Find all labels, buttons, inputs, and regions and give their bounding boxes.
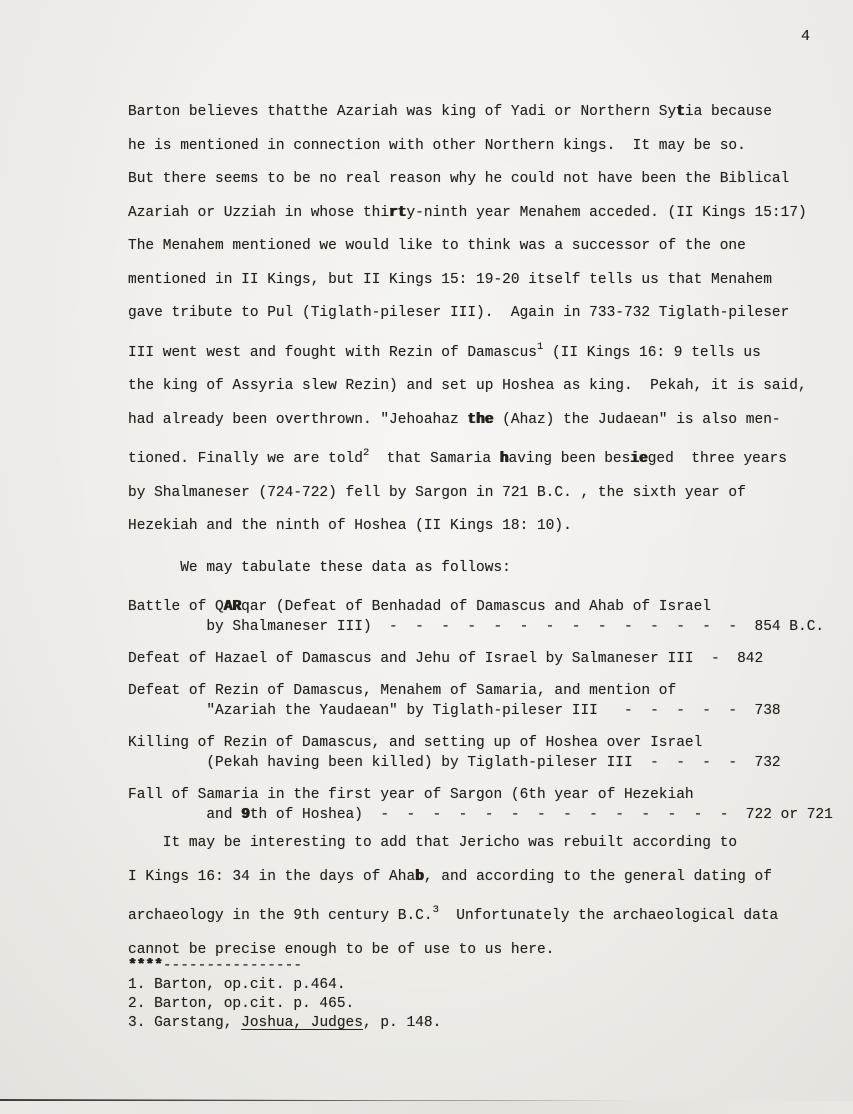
text-line: cannot be precise enough to be of use to us here.	[128, 941, 555, 958]
text-line: ****----------------	[128, 958, 303, 974]
text-line: tioned. Finally we are told$^2$ that Samaria having been besieged three years	[128, 447, 787, 467]
tabulate-intro-line	[128, 552, 840, 586]
text-line: III went west and fought with Rezin of Damascus$^1$ (II Kings 16: 9 tells us	[128, 340, 761, 361]
text-line: by Shalmaneser (724-722) fell by Sargon in 721 B.C. , the sixth year of	[128, 484, 746, 501]
text-line: "Azariah the Yaudaean" by Tiglath-pileser III - - - - - 738	[128, 703, 781, 719]
text-line: It may be interesting to add that Jericho was rebuilt according to	[128, 835, 738, 851]
text-line: Hezekiah and the ninth of Hoshea (II Kings 18: 10).	[128, 518, 572, 534]
text-line: gave tribute to Pul (Tiglath-pileser III). Again in 733-732 Tiglath-pileser	[128, 305, 790, 321]
text-line: Barton believes thatthe Azariah was king of Yadi or Northern Sytia because	[128, 104, 772, 120]
table-entry	[128, 733, 840, 773]
text-line: Azariah or Uzziah in whose thirty-ninth year Menahem acceded. (II Kings 15:17)	[128, 204, 807, 221]
footnotes	[128, 957, 840, 1033]
text-line: had already been overthrown. "Jehoahaz the (Ahaz) the Judaean" is also men-	[128, 411, 781, 428]
text-line: Killing of Rezin of Damascus, and setting up of Hoshea over Israel	[128, 735, 703, 751]
chronology-table	[128, 597, 840, 825]
document-body	[128, 96, 840, 1033]
text-line: Fall of Samaria in the first year of Sargon (6th year of Hezekiah	[128, 787, 694, 803]
text-line: mentioned in II Kings, but II Kings 15: 19-20 itself tells us that Menahem	[128, 271, 772, 288]
table-entry	[128, 785, 840, 825]
text-line: Defeat of Hazael of Damascus and Jehu of Israel by Salmaneser III - 842	[128, 651, 764, 667]
text-line: (Pekah having been killed) by Tiglath-pileser III - - - - 732	[128, 755, 781, 771]
paragraph-jericho-note	[128, 827, 840, 967]
text-line: But there seems to be no real reason why he could not have been the Biblical	[128, 171, 790, 187]
text-line: and 9th of Hoshea) - - - - - - - - - - - - - - 722 or 721	[128, 807, 833, 823]
text-line: 1. Barton, op.cit. p.464.	[128, 977, 346, 993]
scan-background-strip	[0, 1101, 853, 1114]
text-line: he is mentioned in connection with other Northern kings. It may be so.	[128, 137, 746, 154]
text-line: Defeat of Rezin of Damascus, Menahem of Samaria, and mention of	[128, 683, 677, 699]
table-entry	[128, 597, 840, 637]
text-line: by Shalmaneser III) - - - - - - - - - - - - - - 854 B.C.	[128, 619, 825, 635]
text-line: The Menahem mentioned we would like to think was a successor of the one	[128, 238, 746, 254]
page-number: 4	[801, 28, 811, 45]
text-line: I Kings 16: 34 in the days of Ahab, and according to the general dating of	[128, 868, 772, 885]
text-line: 3. Garstang, Joshua, Judges, p. 148.	[128, 1015, 442, 1031]
table-entry	[128, 649, 840, 669]
text-line: the king of Assyria slew Rezin) and set up Hoshea as king. Pekah, it is said,	[128, 378, 807, 394]
footnote-list	[128, 976, 840, 1033]
table-entry	[128, 681, 840, 721]
text-line: Battle of QARqar (Defeat of Benhadad of Damascus and Ahab of Israel	[128, 599, 712, 615]
text-line: We may tabulate these data as follows:	[128, 559, 511, 576]
text-line: 2. Barton, op.cit. p. 465.	[128, 996, 355, 1012]
text-line: archaeology in the 9th century B.C.$^3$ Unfortunately the archaeological data	[128, 904, 779, 924]
paragraph-barton-discussion	[128, 96, 840, 544]
